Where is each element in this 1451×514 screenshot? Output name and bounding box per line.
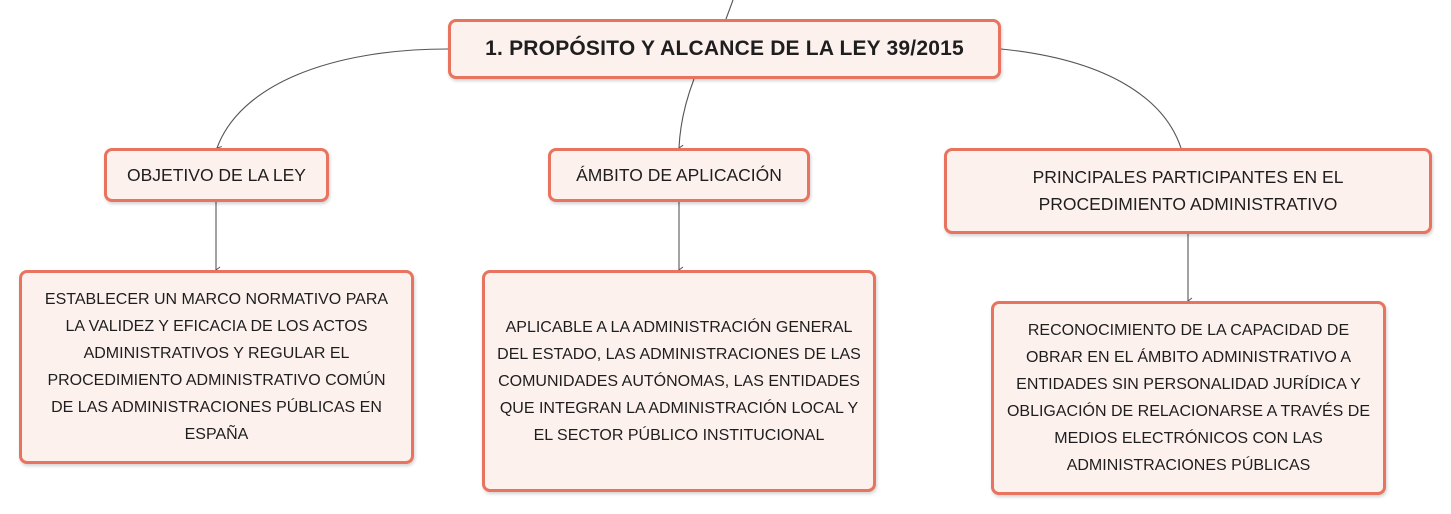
subtopic-ambito-detail-text: APLICABLE A LA ADMINISTRACIÓN GENERAL DEL ESTADO, LAS ADMINISTRACIONES DE LAS COMUNIDADES AUTÓNOMAS, LAS ENTIDADES QUE INTEGRAN LA ADMINISTRACIÓN LOCAL Y EL SECTOR PÚBLICO INSTITUCIONAL (497, 318, 861, 444)
subtopic-participantes-detail[interactable] (991, 301, 1386, 495)
topic-participantes-label: PRINCIPALES PARTICIPANTES EN EL PROCEDIMIENTO ADMINISTRATIVO (1032, 167, 1344, 214)
connector-parent-root (726, 0, 733, 19)
subtopic-ambito-detail[interactable] (482, 270, 876, 492)
root-topic-label: 1. PROPÓSITO Y ALCANCE DE LA LEY 39/2015 (485, 37, 964, 60)
subtopic-objetivo-detail[interactable] (19, 270, 414, 464)
subtopic-participantes-detail-text: RECONOCIMIENTO DE LA CAPACIDAD DE OBRAR EN EL ÁMBITO ADMINISTRATIVO A ENTIDADES SIN PERSONALIDAD JURÍDICA Y OBLIGACIÓN DE RELACIONARSE A TRAVÉS DE MEDIOS ELECTRÓNICOS CON LAS ADMINISTRACIONES PÚBLICAS (1006, 322, 1371, 474)
topic-participantes[interactable] (944, 148, 1432, 234)
connector-root-participantes (1001, 49, 1181, 148)
connector-root-objetivo (217, 49, 448, 148)
topic-ambito[interactable] (548, 148, 810, 202)
topic-ambito-label: ÁMBITO DE APLICACIÓN (576, 164, 782, 185)
connector-root-ambito (679, 79, 694, 148)
topic-objetivo-label: OBJETIVO DE LA LEY (127, 164, 306, 185)
root-topic[interactable] (448, 19, 1001, 79)
topic-objetivo[interactable] (104, 148, 329, 202)
subtopic-objetivo-detail-text: ESTABLECER UN MARCO NORMATIVO PARA LA VALIDEZ Y EFICACIA DE LOS ACTOS ADMINISTRATIVOS Y REGULAR EL PROCEDIMIENTO ADMINISTRATIVO COMÚN DE LAS ADMINISTRACIONES PÚBLICAS EN ESPAÑA (44, 291, 389, 443)
